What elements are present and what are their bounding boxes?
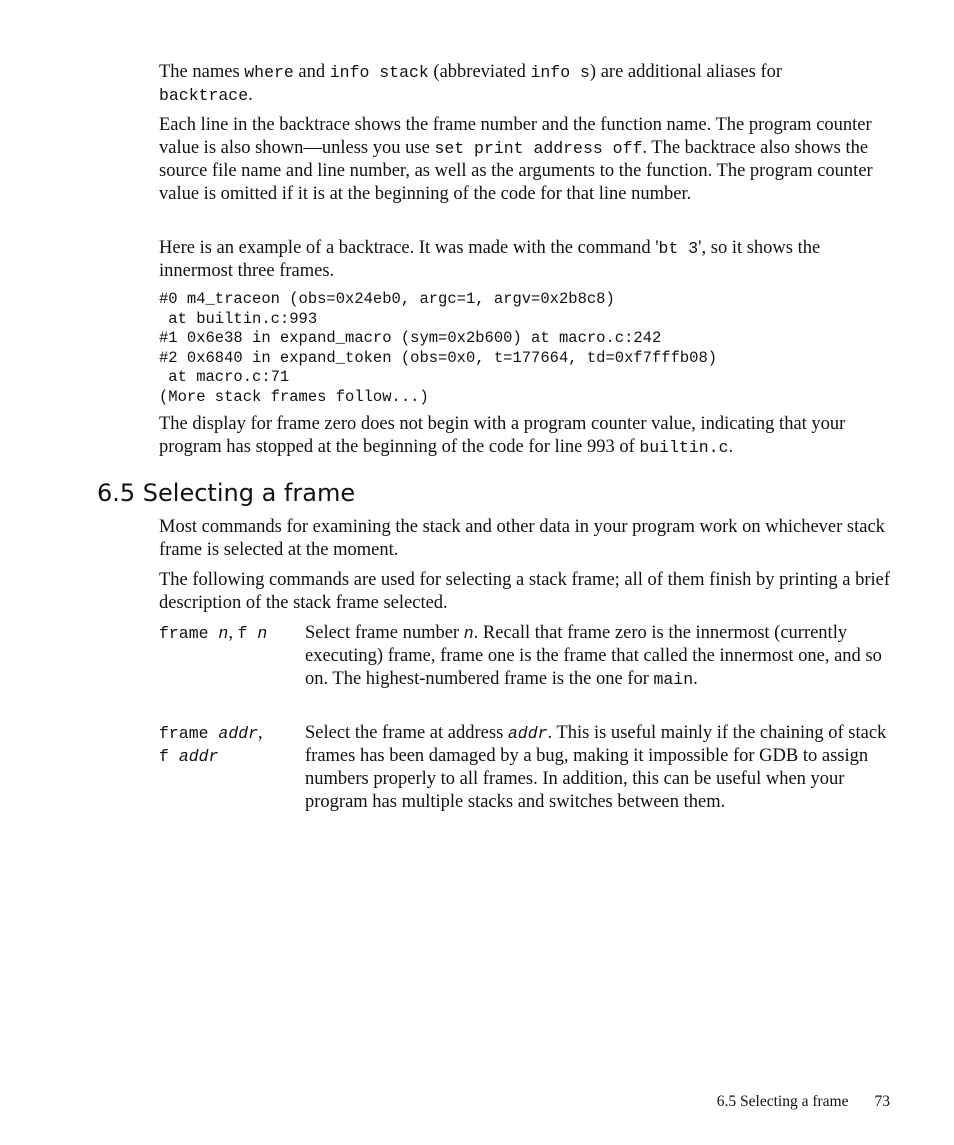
text: ) are additional aliases for: [589, 62, 783, 82]
paragraph-selected-frame: [159, 516, 892, 562]
text: The display for frame zero does not begin with a program counter value, indicating that your program has stopped at the beginning of the code for line 993 of: [159, 414, 846, 457]
code-line: at builtin.c:993: [159, 309, 318, 328]
text: . The backtrace also shows the source file name and line number, as well as the arguments to the function. The program counter value is omitted if it is at the beginning of the code for that line number.: [159, 138, 873, 204]
code-var-n: n: [463, 624, 474, 643]
code-arg-addr: addr: [218, 724, 259, 743]
paragraph-backtrace-aliases: [159, 61, 892, 107]
code-builtin-c: builtin.c: [639, 438, 729, 457]
code-bt-3: bt 3: [658, 239, 699, 258]
code-info-stack: info stack: [329, 63, 429, 82]
code-arg-n: n: [257, 624, 268, 643]
paragraph-backtrace-line-contents: [159, 114, 892, 206]
page-number: 73: [874, 1093, 890, 1110]
code-where: where: [244, 63, 294, 82]
code-f: f: [159, 747, 179, 766]
code-block-backtrace-example: [159, 290, 717, 407]
text: ', so it shows the innermost three frames.: [159, 238, 821, 281]
text: .: [248, 85, 253, 105]
text: Most commands for examining the stack and other data in your program work on whichever stack frame is selected at the moment.: [159, 517, 885, 560]
text: . This is useful mainly if the chaining of stack frames has been damaged by a bug, making it impossible for GDB to assign numbers properly to all frames. In addition, this can be useful when your program has multiple stacks and switches between them.: [305, 723, 887, 812]
paragraph-frame-commands-intro: [159, 569, 892, 615]
separator: ,: [258, 723, 263, 743]
code-backtrace: backtrace: [159, 86, 249, 105]
code-line: #0 m4_traceon (obs=0x24eb0, argc=1, argv=0x2b8c8): [159, 290, 615, 308]
code-arg-n: n: [218, 624, 229, 643]
definition-term-frame-addr: [159, 722, 299, 768]
text: and: [293, 62, 330, 82]
definition-frame-n: [305, 622, 892, 691]
paragraph-frame-zero-display: [159, 413, 892, 459]
definition-term-frame-n: [159, 622, 299, 645]
footer-section-title: 6.5 Selecting a frame: [716, 1093, 849, 1110]
separator: ,: [228, 623, 238, 643]
code-frame: frame: [159, 724, 219, 743]
paragraph-backtrace-example-intro: [159, 237, 892, 283]
code-f: f: [237, 624, 258, 643]
text: Each line in the backtrace shows the frame number and the function name. The program counter value is also shown—unless you use: [159, 115, 872, 158]
section-heading: 6.5 Selecting a frame: [97, 479, 356, 507]
code-main: main: [653, 670, 694, 689]
text: Select the frame at address: [305, 723, 508, 743]
code-frame: frame: [159, 624, 219, 643]
code-line: at macro.c:71: [159, 368, 290, 386]
text: Here is an example of a backtrace. It was made with the command ': [159, 238, 659, 258]
definition-frame-addr: [305, 722, 892, 814]
code-line: #2 0x6840 in expand_token (obs=0x0, t=177664, td=0xf7fffb08): [159, 348, 718, 367]
text: Select frame number: [305, 623, 464, 643]
code-info-s: info s: [530, 63, 590, 82]
code-set-print-address-off: set print address off: [434, 139, 643, 158]
code-var-addr: addr: [507, 724, 548, 743]
text: . Recall that frame zero is the innermost (currently executing) frame, frame one is the frame that called the innermost one, and so on. The highest-numbered frame is the one for: [305, 623, 882, 689]
code-line: (More stack frames follow...): [159, 387, 429, 406]
text: (abbreviated: [428, 62, 531, 82]
code-arg-addr: addr: [178, 747, 219, 766]
text: The names: [159, 62, 245, 82]
text: .: [693, 669, 698, 689]
page-footer: [717, 1092, 890, 1112]
text: .: [728, 437, 734, 457]
text: The following commands are used for selecting a stack frame; all of them finish by printing a brief description of the stack frame selected.: [159, 570, 891, 613]
code-line: #1 0x6e38 in expand_macro (sym=0x2b600) at macro.c:242: [159, 329, 662, 347]
